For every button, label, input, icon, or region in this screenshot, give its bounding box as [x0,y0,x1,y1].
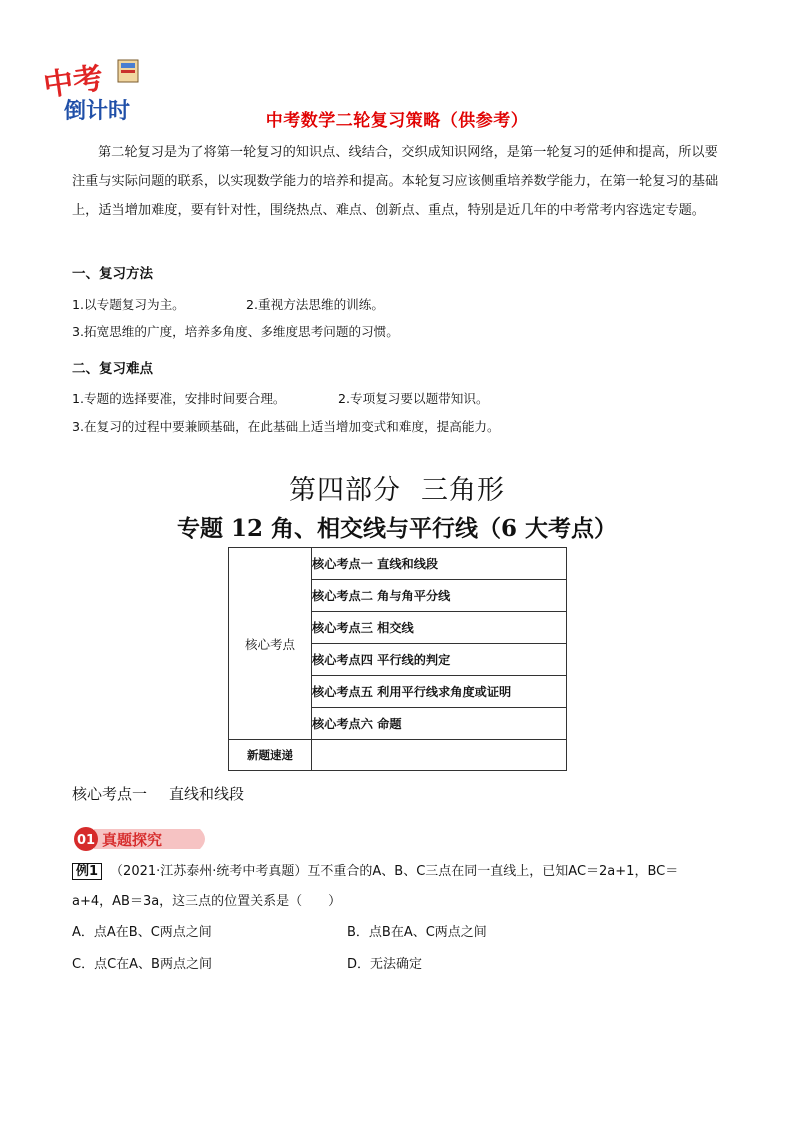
topic-title: 专题 12 角、相交线与平行线（6 大考点） [176,515,618,542]
section-heading-difficulties: 二、复习难点 [72,361,153,377]
option-b: B．点B在A、C两点之间 [347,925,487,940]
part-title-right: 三角形 [421,475,505,506]
method-item-2: 2.重视方法思维的训练。 [246,297,384,312]
core-topic-1: 核心考点一 直线和线段 [312,548,567,580]
core-topic-5: 核心考点五 利用平行线求角度或证明 [312,676,567,708]
logo-text-top: 中考 [41,60,106,104]
intro-paragraph: 第二轮复习是为了将第一轮复习的知识点、线结合，交织成知识网络，是第一轮复习的延伸和提高，所以要注重与实际问题的联系，以实现数学能力的培养和提高。本轮复习应该侧重培养数学能力，在第一轮复习的基础上，适当增加难度，要有针对性，围绕热点、难点、创新点、重点，特别是近几年的中考常考内容选定专题。 [72,145,719,218]
core-topics-table [228,547,567,771]
banner-label: 真题探究 [102,831,163,849]
core-topics-label: 核心考点 [229,548,312,740]
example-1-line-1 [72,857,722,887]
core-topic-1-heading-left: 核心考点一 [72,785,148,803]
difficulty-item-1: 1.专题的选择要准，安排时间要合理。 [72,391,286,406]
option-d: D．无法确定 [347,957,423,972]
part-title [0,468,794,507]
option-c: C．点C在A、B两点之间 [72,957,212,972]
example-tag: 例1 [72,863,102,880]
example-source: （2021·江苏泰州·统考中考真题） [110,864,308,879]
difficulty-item-2: 2.专项复习要以题带知识。 [338,391,489,406]
new-questions-label: 新题速递 [229,740,312,771]
page-title: 中考数学二轮复习策略（供参考） [265,111,529,131]
core-topic-3: 核心考点三 相交线 [312,612,567,644]
real-exam-banner [72,826,212,852]
section-heading-methods: 一、复习方法 [72,266,153,282]
banner-number: 01 [76,833,96,848]
core-topic-6: 核心考点六 命题 [312,708,567,740]
example-1-line-2: a+4，AB＝3a，这三点的位置关系是（ ） [72,894,342,909]
part-title-left: 第四部分 [289,475,401,506]
core-topic-1-heading-right: 直线和线段 [169,785,245,803]
option-a: A．点A在B、C两点之间 [72,925,212,940]
core-topic-1-heading [72,783,244,804]
new-questions-value [312,740,567,771]
logo-text-bottom: 倒计时 [64,99,131,122]
method-item-3: 3.拓宽思维的广度，培养多角度、多维度思考问题的习惯。 [72,324,399,339]
core-topic-2: 核心考点二 角与角平分线 [312,580,567,612]
method-item-1: 1.以专题复习为主。 [72,297,185,312]
example-stem-1: 互不重合的A、B、C三点在同一直线上，已知AC＝2a+1，BC＝ [307,864,679,879]
difficulty-item-3: 3.在复习的过程中要兼顾基础，在此基础上适当增加变式和难度，提高能力。 [72,419,500,434]
core-topic-4: 核心考点四 平行线的判定 [312,644,567,676]
